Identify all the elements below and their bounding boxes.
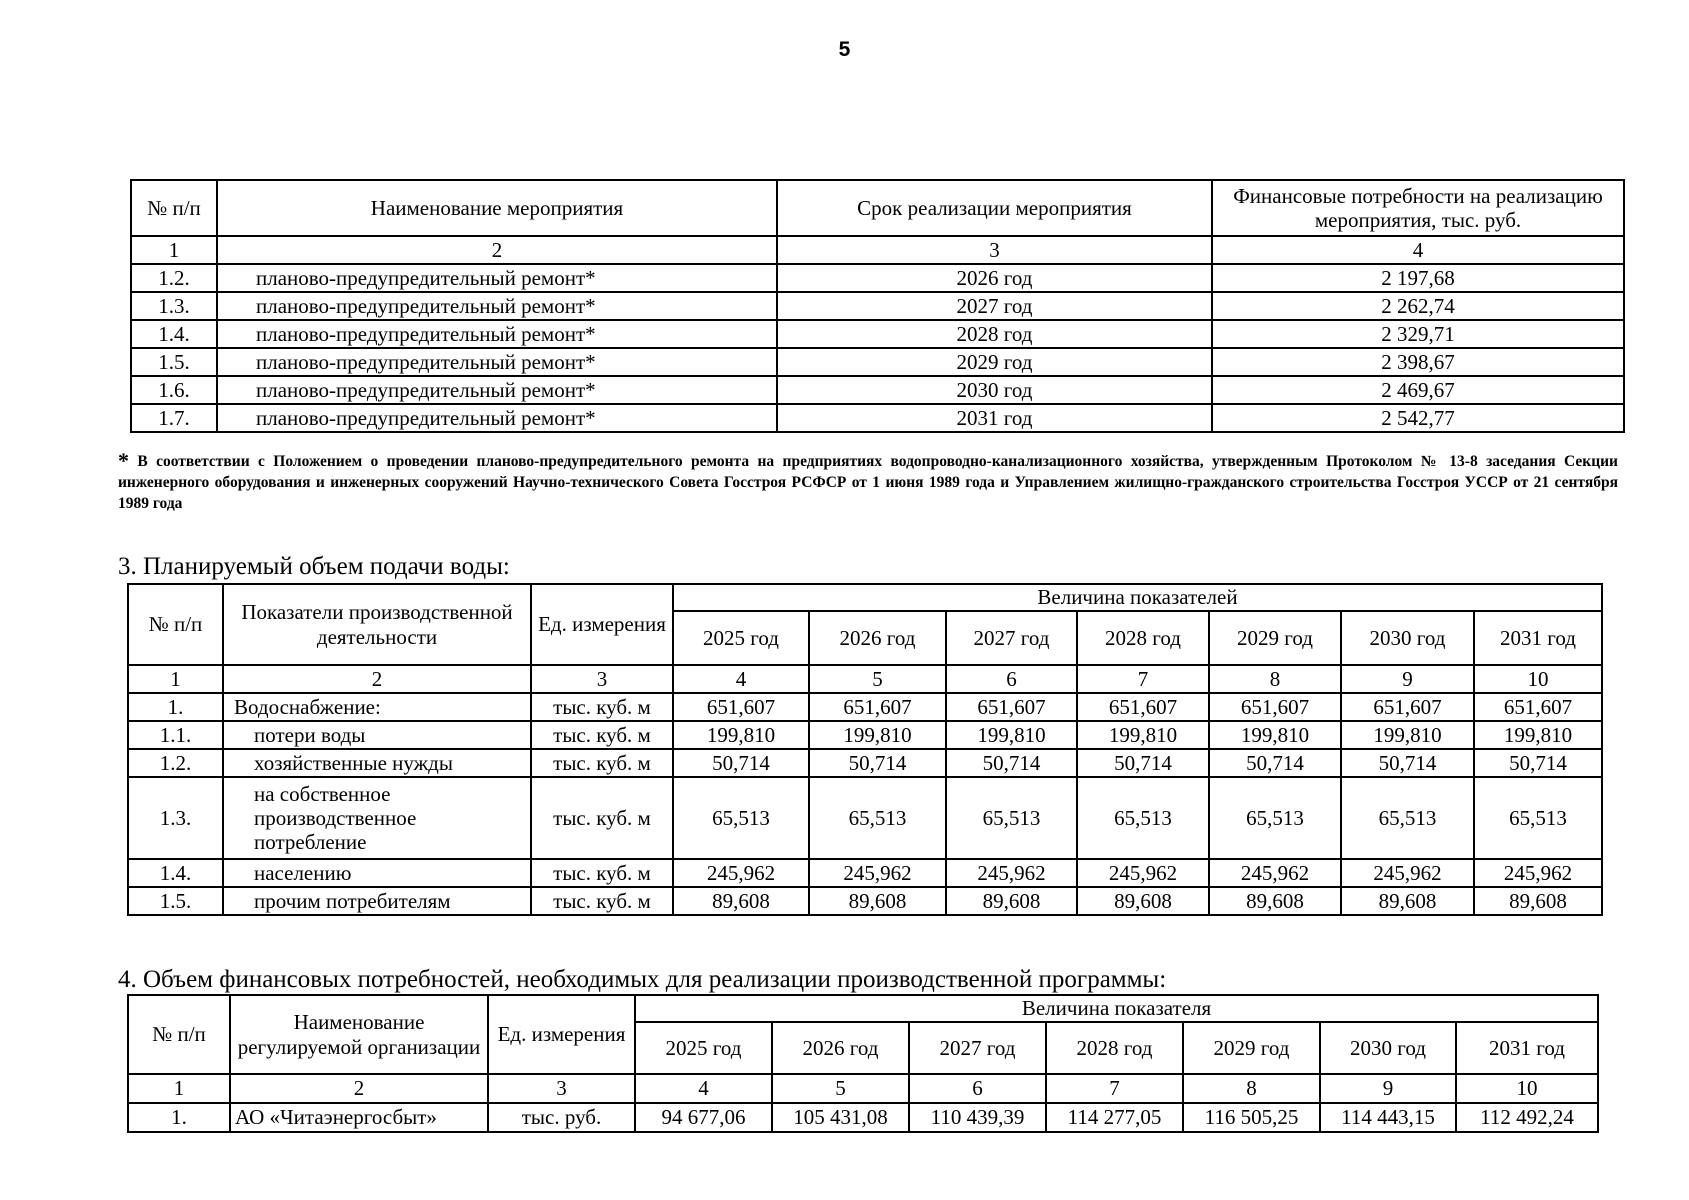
table-row <box>131 264 1624 292</box>
table-row <box>131 376 1624 404</box>
column-number-row <box>128 665 1602 693</box>
column-number-cell: 7 <box>1077 665 1209 693</box>
unit-cell: тыс. куб. м <box>531 887 673 915</box>
year-header-cell: 2030 год <box>1320 1022 1456 1074</box>
term-cell: 2028 год <box>777 320 1212 348</box>
row-number-cell: 1.4. <box>128 859 223 887</box>
year-header-cell: 2029 год <box>1209 611 1341 665</box>
unit-cell: тыс. куб. м <box>531 749 673 777</box>
year-header-cell: 2025 год <box>673 611 809 665</box>
column-number-row <box>128 1074 1598 1103</box>
column-number-cell: 10 <box>1474 665 1602 693</box>
value-cell: 199,810 <box>673 721 809 749</box>
row-number-cell: 1.2. <box>131 264 217 292</box>
value-cell: 65,513 <box>673 777 809 859</box>
column-number-cell: 2 <box>230 1074 488 1103</box>
header-cell: № п/п <box>128 584 223 665</box>
column-number-cell: 5 <box>809 665 946 693</box>
column-number-cell: 10 <box>1456 1074 1598 1103</box>
value-cell: 114 277,05 <box>1046 1103 1183 1132</box>
unit-cell: тыс. куб. м <box>531 777 673 859</box>
value-cell: 89,608 <box>1341 887 1474 915</box>
header-group-cell: Величина показателя <box>635 995 1598 1022</box>
unit-cell: тыс. руб. <box>488 1103 635 1132</box>
value-cell: 651,607 <box>1209 693 1341 721</box>
row-number-cell: 1.7. <box>131 404 217 432</box>
value-cell: 245,962 <box>946 859 1077 887</box>
value-cell: 245,962 <box>1474 859 1602 887</box>
table-header-row <box>131 180 1624 236</box>
amount-cell: 2 262,74 <box>1212 292 1624 320</box>
column-number-cell: 3 <box>488 1074 635 1103</box>
activity-name-cell: планово-предупредительный ремонт* <box>217 404 777 432</box>
row-number-cell: 1.5. <box>128 887 223 915</box>
column-number-cell: 8 <box>1209 665 1341 693</box>
column-number-cell: 8 <box>1183 1074 1320 1103</box>
header-cell: Ед. измерения <box>531 584 673 665</box>
value-cell: 65,513 <box>1474 777 1602 859</box>
table-row <box>131 348 1624 376</box>
indicator-name-cell: на собственное производственное потребление <box>223 777 531 859</box>
column-number-cell: 3 <box>777 236 1212 264</box>
header-cell: Наименование регулируемой организации <box>230 995 488 1074</box>
amount-cell: 2 197,68 <box>1212 264 1624 292</box>
value-cell: 50,714 <box>673 749 809 777</box>
section-3-title: 3. Планируемый объем подачи воды: <box>118 553 510 580</box>
value-cell: 89,608 <box>1209 887 1341 915</box>
activity-name-cell: планово-предупредительный ремонт* <box>217 376 777 404</box>
indicator-name-cell: хозяйственные нужды <box>223 749 531 777</box>
value-cell: 65,513 <box>1341 777 1474 859</box>
value-cell: 89,608 <box>1077 887 1209 915</box>
value-cell: 50,714 <box>946 749 1077 777</box>
financial-needs-table <box>127 994 1599 1133</box>
table-row <box>131 320 1624 348</box>
value-cell: 245,962 <box>809 859 946 887</box>
header-cell: Наименование мероприятия <box>217 180 777 236</box>
header-cell: № п/п <box>128 995 230 1074</box>
value-cell: 105 431,08 <box>772 1103 909 1132</box>
row-number-cell: 1.2. <box>128 749 223 777</box>
row-number-cell: 1.3. <box>128 777 223 859</box>
value-cell: 65,513 <box>1077 777 1209 859</box>
year-header-cell: 2030 год <box>1341 611 1474 665</box>
value-cell: 116 505,25 <box>1183 1103 1320 1132</box>
term-cell: 2026 год <box>777 264 1212 292</box>
activity-name-cell: планово-предупредительный ремонт* <box>217 264 777 292</box>
value-cell: 651,607 <box>1474 693 1602 721</box>
table-row <box>128 887 1602 915</box>
column-number-cell: 4 <box>673 665 809 693</box>
value-cell: 199,810 <box>1209 721 1341 749</box>
value-cell: 89,608 <box>809 887 946 915</box>
row-number-cell: 1.5. <box>131 348 217 376</box>
value-cell: 50,714 <box>1209 749 1341 777</box>
row-number-cell: 1. <box>128 1103 230 1132</box>
year-header-cell: 2025 год <box>635 1022 772 1074</box>
header-group-cell: Величина показателей <box>673 584 1602 611</box>
indicator-name-cell: населению <box>223 859 531 887</box>
table-row <box>128 859 1602 887</box>
amount-cell: 2 329,71 <box>1212 320 1624 348</box>
column-number-cell: 4 <box>635 1074 772 1103</box>
row-number-cell: 1.3. <box>131 292 217 320</box>
amount-cell: 2 469,67 <box>1212 376 1624 404</box>
value-cell: 651,607 <box>1341 693 1474 721</box>
column-number-cell: 2 <box>223 665 531 693</box>
column-number-cell: 1 <box>131 236 217 264</box>
term-cell: 2027 год <box>777 292 1212 320</box>
table-row <box>128 693 1602 721</box>
value-cell: 199,810 <box>1474 721 1602 749</box>
value-cell: 651,607 <box>673 693 809 721</box>
unit-cell: тыс. куб. м <box>531 859 673 887</box>
year-header-cell: 2031 год <box>1456 1022 1598 1074</box>
year-header-cell: 2029 год <box>1183 1022 1320 1074</box>
unit-cell: тыс. куб. м <box>531 693 673 721</box>
table-row <box>131 404 1624 432</box>
value-cell: 50,714 <box>1077 749 1209 777</box>
section-4-title: 4. Объем финансовых потребностей, необходимых для реализации производственной программы: <box>118 966 1167 993</box>
table-row <box>128 1103 1598 1132</box>
footnote <box>118 450 1618 514</box>
column-number-cell: 1 <box>128 1074 230 1103</box>
column-number-cell: 9 <box>1341 665 1474 693</box>
table-row <box>128 777 1602 859</box>
year-header-cell: 2026 год <box>809 611 946 665</box>
year-header-cell: 2027 год <box>946 611 1077 665</box>
table-header-row <box>128 584 1602 611</box>
column-number-cell: 2 <box>217 236 777 264</box>
row-number-cell: 1.1. <box>128 721 223 749</box>
header-cell: Срок реализации мероприятия <box>777 180 1212 236</box>
year-header-cell: 2028 год <box>1077 611 1209 665</box>
value-cell: 89,608 <box>946 887 1077 915</box>
column-number-cell: 1 <box>128 665 223 693</box>
footnote-marker: * <box>118 448 129 473</box>
activity-name-cell: планово-предупредительный ремонт* <box>217 320 777 348</box>
column-number-cell: 9 <box>1320 1074 1456 1103</box>
water-supply-table <box>127 583 1603 916</box>
value-cell: 89,608 <box>673 887 809 915</box>
value-cell: 199,810 <box>809 721 946 749</box>
year-header-cell: 2028 год <box>1046 1022 1183 1074</box>
value-cell: 245,962 <box>1341 859 1474 887</box>
value-cell: 110 439,39 <box>909 1103 1046 1132</box>
column-number-cell: 4 <box>1212 236 1624 264</box>
table-row <box>128 721 1602 749</box>
column-number-cell: 6 <box>946 665 1077 693</box>
row-number-cell: 1.6. <box>131 376 217 404</box>
header-cell: Показатели производственной деятельности <box>223 584 531 665</box>
header-cell: Финансовые потребности на реализацию мероприятия, тыс. руб. <box>1212 180 1624 236</box>
value-cell: 651,607 <box>809 693 946 721</box>
value-cell: 651,607 <box>946 693 1077 721</box>
value-cell: 94 677,06 <box>635 1103 772 1132</box>
footnote-text: В соответствии с Положением о проведении планово-предупредительного ремонта на предприятиях водопроводно-канализационного хозяйства, утвержденным Протоколом № 13-8 заседания Секции инженерного оборудования и инженерных сооружений Научно-технического Совета Госстроя РСФСР от 1 июня 1989 года и Управлением жилищно-гражданского строительства Госстроя УССР от 21 сентября 1989 года <box>118 453 1618 512</box>
value-cell: 50,714 <box>1341 749 1474 777</box>
column-number-row <box>131 236 1624 264</box>
row-number-cell: 1.4. <box>131 320 217 348</box>
value-cell: 651,607 <box>1077 693 1209 721</box>
column-number-cell: 3 <box>531 665 673 693</box>
indicator-name-cell: Водоснабжение: <box>223 693 531 721</box>
value-cell: 114 443,15 <box>1320 1103 1456 1132</box>
value-cell: 112 492,24 <box>1456 1103 1598 1132</box>
table-row <box>131 292 1624 320</box>
activity-name-cell: планово-предупредительный ремонт* <box>217 292 777 320</box>
value-cell: 65,513 <box>946 777 1077 859</box>
term-cell: 2029 год <box>777 348 1212 376</box>
maintenance-table <box>130 179 1625 433</box>
page-number: 5 <box>838 38 851 61</box>
value-cell: 89,608 <box>1474 887 1602 915</box>
indicator-name-cell: прочим потребителям <box>223 887 531 915</box>
column-number-cell: 7 <box>1046 1074 1183 1103</box>
row-number-cell: 1. <box>128 693 223 721</box>
year-header-cell: 2027 год <box>909 1022 1046 1074</box>
value-cell: 245,962 <box>1077 859 1209 887</box>
value-cell: 245,962 <box>673 859 809 887</box>
indicator-name-cell: АО «Читаэнергосбыт» <box>230 1103 488 1132</box>
year-header-cell: 2026 год <box>772 1022 909 1074</box>
value-cell: 65,513 <box>809 777 946 859</box>
amount-cell: 2 398,67 <box>1212 348 1624 376</box>
header-cell: Ед. измерения <box>488 995 635 1074</box>
value-cell: 245,962 <box>1209 859 1341 887</box>
value-cell: 199,810 <box>1077 721 1209 749</box>
unit-cell: тыс. куб. м <box>531 721 673 749</box>
value-cell: 199,810 <box>946 721 1077 749</box>
table-row <box>128 749 1602 777</box>
column-number-cell: 6 <box>909 1074 1046 1103</box>
header-cell: № п/п <box>131 180 217 236</box>
column-number-cell: 5 <box>772 1074 909 1103</box>
amount-cell: 2 542,77 <box>1212 404 1624 432</box>
table-header-row <box>128 995 1598 1022</box>
year-header-cell: 2031 год <box>1474 611 1602 665</box>
term-cell: 2031 год <box>777 404 1212 432</box>
term-cell: 2030 год <box>777 376 1212 404</box>
value-cell: 199,810 <box>1341 721 1474 749</box>
activity-name-cell: планово-предупредительный ремонт* <box>217 348 777 376</box>
value-cell: 50,714 <box>809 749 946 777</box>
value-cell: 50,714 <box>1474 749 1602 777</box>
indicator-name-cell: потери воды <box>223 721 531 749</box>
value-cell: 65,513 <box>1209 777 1341 859</box>
